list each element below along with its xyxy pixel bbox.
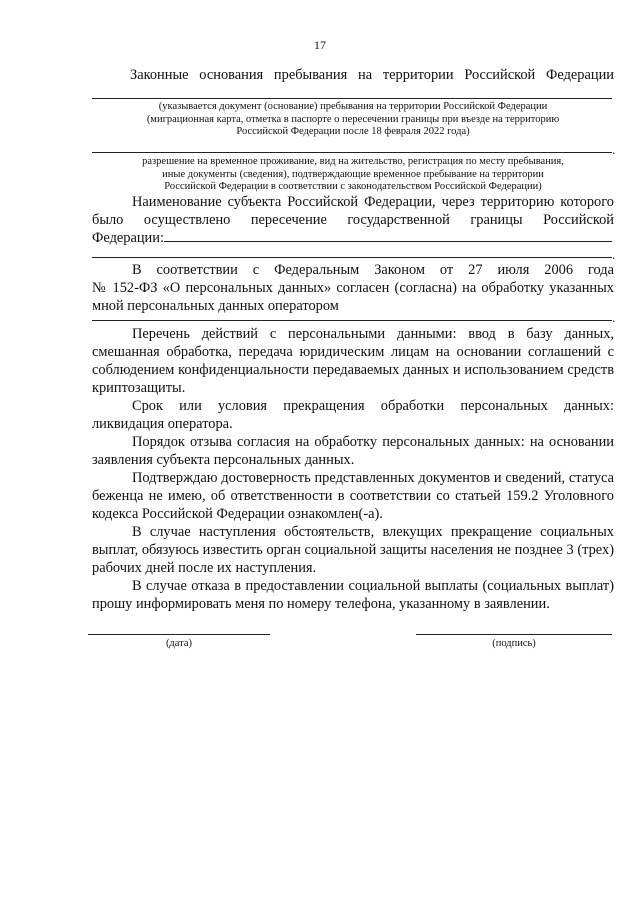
permit-note-line: Российской Федерации в соответствии с законодательством Российской Федерации) [164, 181, 542, 193]
end-dot: . [612, 310, 616, 325]
subject-line: Наименование субъекта Российской Федерации, через территорию которого [132, 194, 614, 210]
subject-line: Федерации: [92, 230, 164, 246]
permit-note-line: разрешение на временное проживание, вид на жительство, регистрация по месту пребывания, [142, 156, 564, 167]
consent-line: мной персональных данных оператором [92, 298, 339, 314]
consent-line: В соответствии с Федеральным Законом от 27 июля 2006 года [132, 262, 614, 278]
residence-note [92, 101, 614, 139]
paragraph-obligation: В случае наступления обстоятельств, влекущих прекращение социальных выплат, обязуюсь известить орган социальной защиты населения не позднее 3 (трех) рабочих дней после их наступления. [92, 524, 614, 576]
permit-note [92, 156, 614, 194]
residence-heading: Законные основания пребывания на территории Российской Федерации [130, 67, 614, 83]
signature-label: (подпись) [492, 638, 536, 649]
paragraph-confirmation: Подтверждаю достоверность представленных документов и сведений, статуса беженца не имею, об ответственности в соответствии со статьей 159.2 Уголовного кодекса Российской Федерации ознакомлен(-а). [92, 470, 614, 522]
paragraph-actions: Перечень действий с персональными данными: ввод в базу данных, смешанная обработка, передача юридическим лицам на основании соглашений с соблюдением конфиденциальности передаваемых данных и использованием средств криптозащиты. [92, 326, 614, 396]
body-paragraphs [92, 325, 614, 613]
end-dot: . [612, 142, 616, 157]
residence-note-line: Российской Федерации после 18 февраля 2022 года) [236, 126, 470, 138]
consent-line: № 152-ФЗ «О персональных данных» согласен (согласна) на обработку указанных [92, 280, 614, 296]
paragraph-term: Срок или условия прекращения обработки персональных данных: ликвидация оператора. [92, 398, 614, 432]
residence-note-line: (указывается документ (основание) пребывания на территории Российской Федерации [158, 101, 548, 112]
operator-field[interactable] [92, 320, 612, 321]
residence-note-line: (миграционная карта, отметка в паспорте о пересечении границы при въезде на территорию [146, 113, 560, 125]
consent-paragraph [92, 261, 614, 315]
signature-field[interactable] [416, 634, 612, 635]
end-dot: . [612, 247, 616, 262]
subject-paragraph [92, 193, 614, 247]
paragraph-revocation: Порядок отзыва согласия на обработку персональных данных: на основании заявления субъекта персональных данных. [92, 434, 614, 468]
date-field[interactable] [88, 634, 270, 635]
subject-line: было осуществлено пересечение государственной границы Российской [92, 212, 614, 228]
date-label: (дата) [165, 638, 193, 649]
residence-document-field[interactable] [92, 152, 612, 153]
permit-note-line: иные документы (сведения), подтверждающие временное пребывание на территории [162, 168, 544, 180]
residence-basis-field[interactable] [92, 98, 612, 99]
page-number: 17 [314, 38, 326, 52]
subject-name-field[interactable] [164, 229, 612, 242]
paragraph-refusal: В случае отказа в предоставлении социальной выплаты (социальных выплат) прошу информировать меня по номеру телефона, указанному в заявлении. [92, 578, 614, 612]
subject-name-field-continued[interactable] [92, 257, 612, 258]
